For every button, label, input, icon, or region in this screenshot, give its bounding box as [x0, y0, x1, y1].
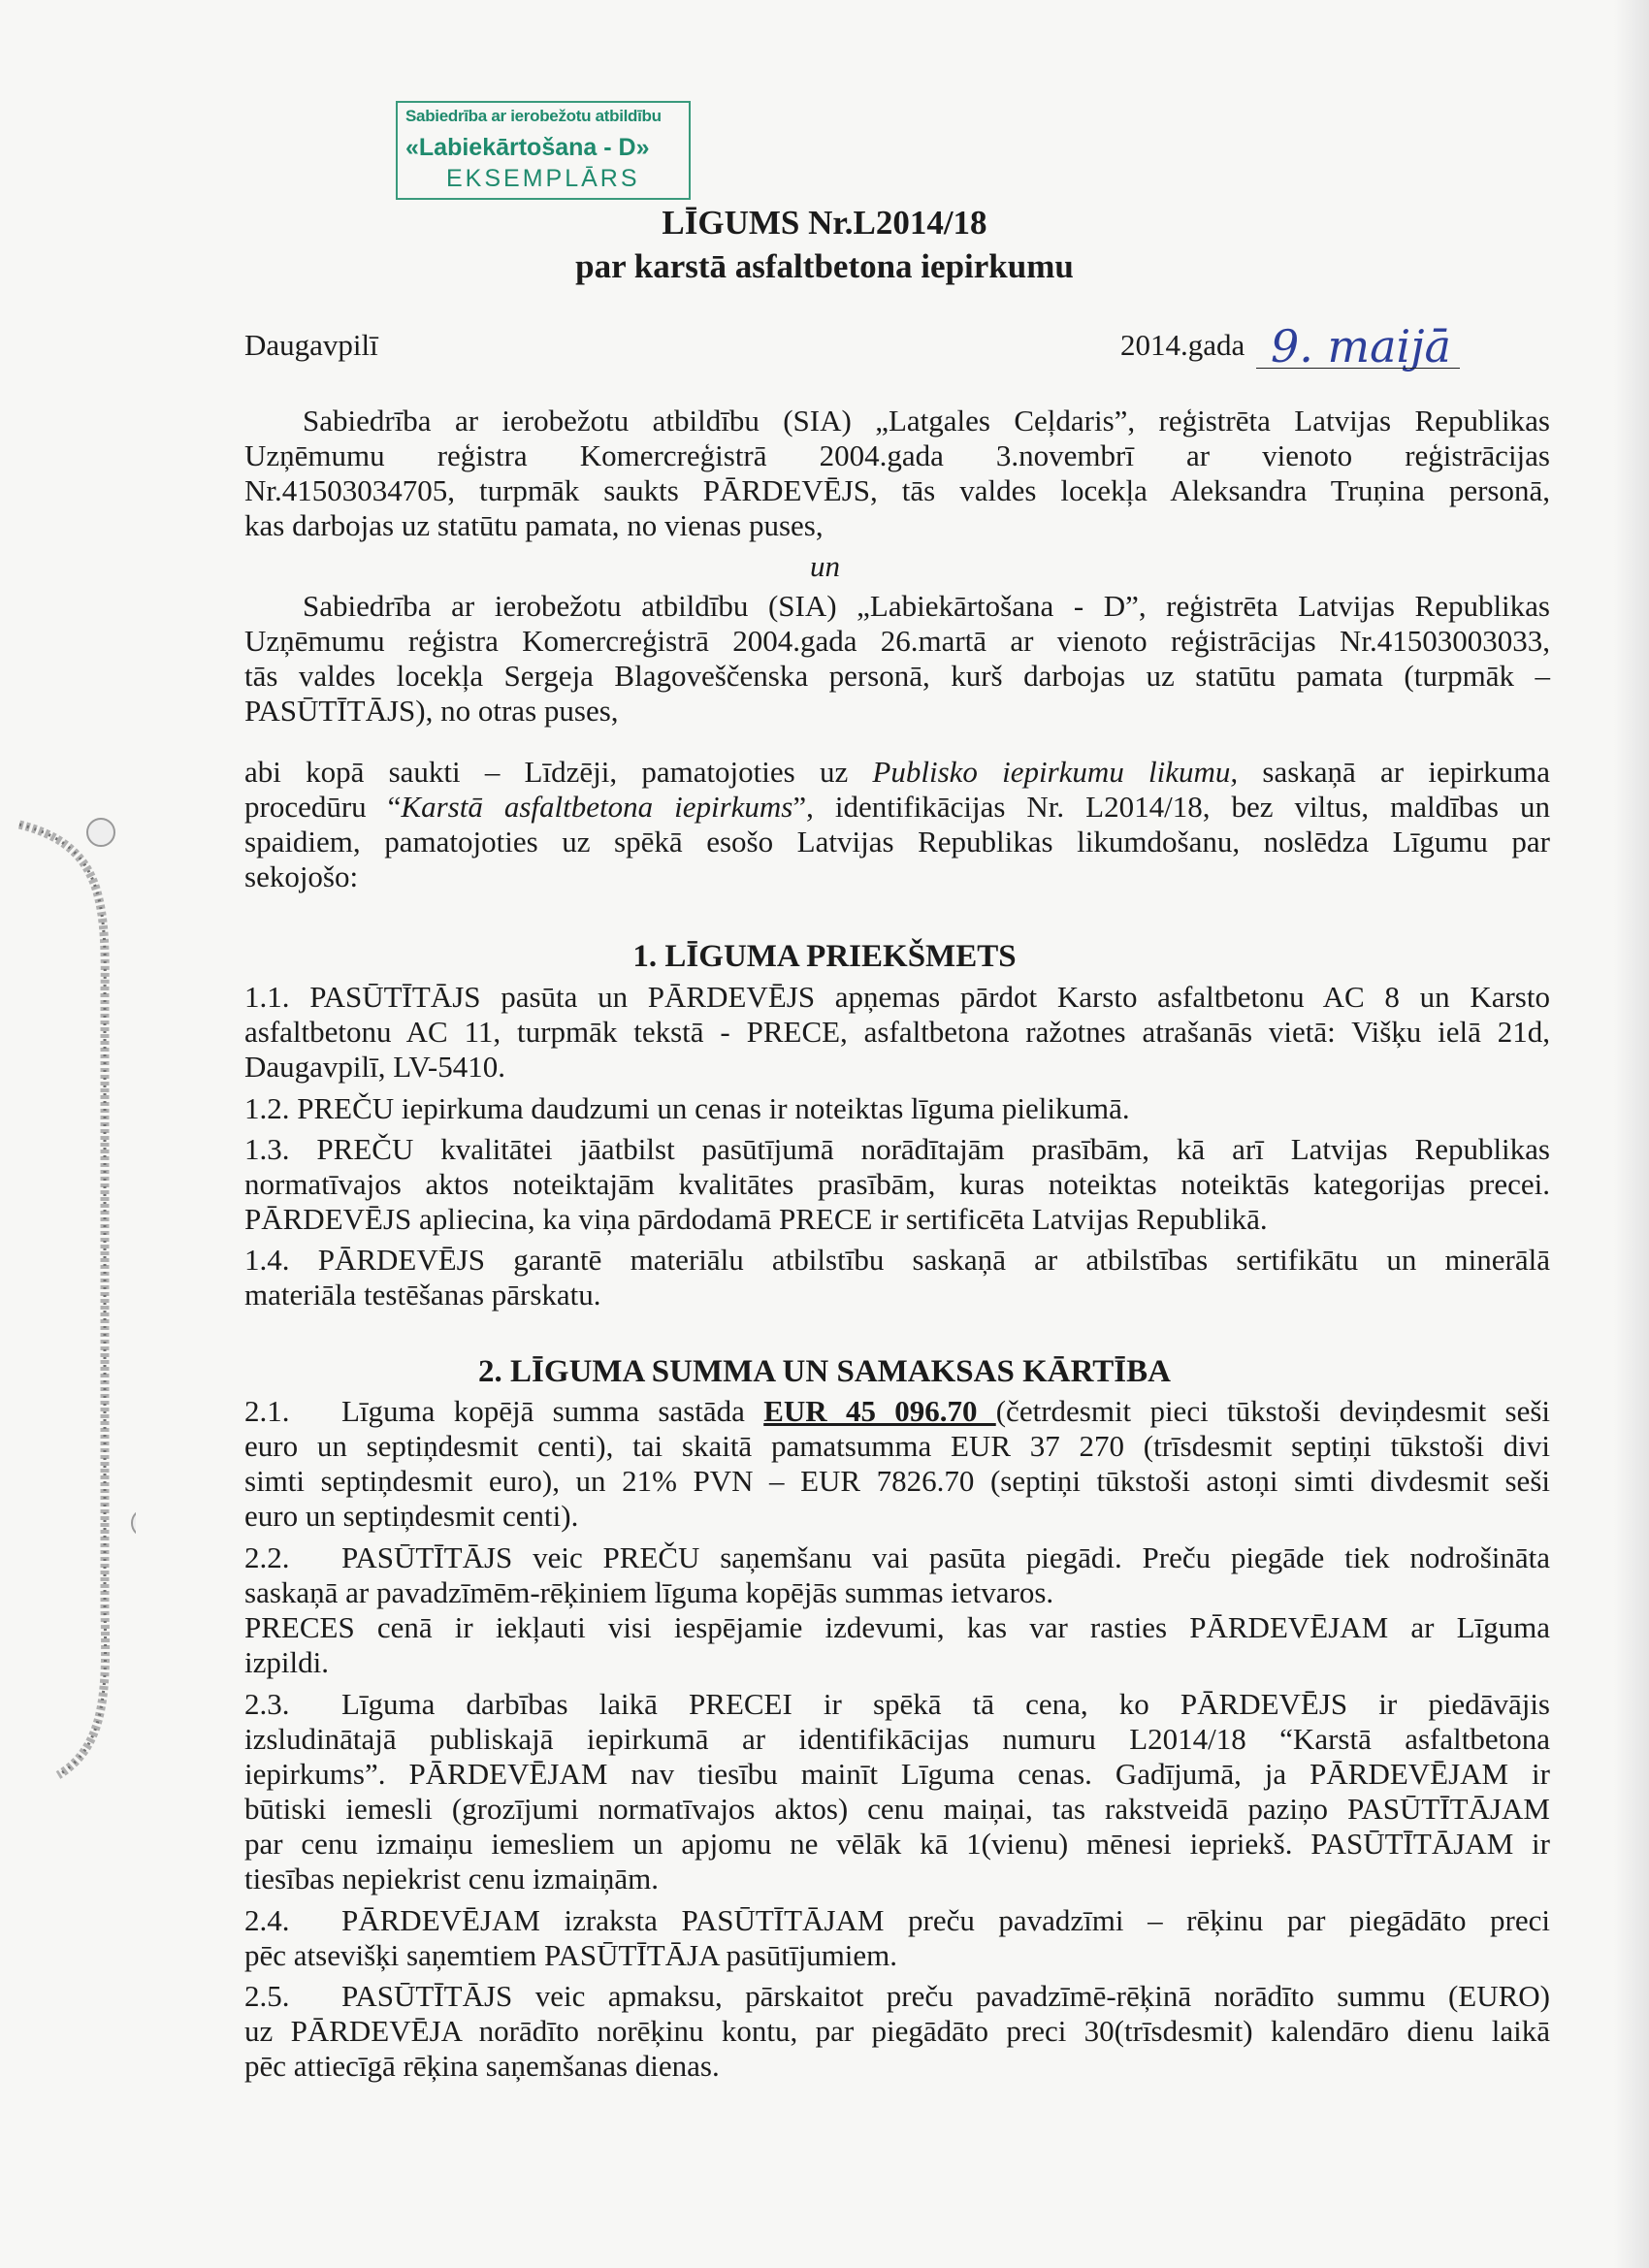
clause-2-4-line-1: PĀRDEVĒJAM izraksta PASŪTĪTĀJAM preču pavadzīmi – rēķinu par piegādāto preci [341, 1903, 1550, 1937]
city: Daugavpilī [244, 328, 378, 362]
section-2-heading: 2. LĪGUMA SUMMA UN SAMAKSAS KĀRTĪBA [478, 1354, 1171, 1389]
document-title: LĪGUMS Nr.L2014/18 [662, 204, 987, 242]
clause-number: 2.4. [244, 1903, 290, 1937]
intro-text: saskaņā ar iepirkuma [1238, 755, 1550, 789]
clause-2-1-line-4: euro un septiņdesmit centi). [244, 1499, 579, 1533]
intro-line-3: spaidiem, pamatojoties uz spēkā esošo Latvijas Republikas likumdošanu, noslēdza Līgumu par [244, 825, 1550, 859]
date-prefix: 2014.gada [1120, 328, 1245, 362]
party2-line-2: Uzņēmumu reģistra Komercreģistrā 2004.gada 26.martā ar vienoto reģistrācijas Nr.41503003033, [244, 624, 1550, 658]
intro-line-4: sekojošo: [244, 859, 359, 893]
party1-line-3: Nr.41503034705, turpmāk saukts PĀRDEVĒJS, tās valdes locekļa Aleksandra Truņina personā, [244, 473, 1550, 507]
clause-number: 2.1. [244, 1394, 290, 1428]
clause-1-1-line-3: Daugavpilī, LV-5410. [244, 1050, 505, 1084]
stamp-line-3: EKSEMPLĀRS [446, 165, 640, 192]
clause-2-3-line-4: būtiski iemesli (grozījumi normatīvajos aktos) cenu maiņai, tas rakstveidā paziņo PASŪTĪTĀJAM [244, 1792, 1550, 1826]
company-stamp [396, 101, 695, 198]
clause-1-3-line-3: PĀRDEVĒJS apliecina, ka viņa pārdodamā PRECE ir sertificēta Latvijas Republikā. [244, 1202, 1268, 1236]
clause-2-1-line-3: simti septiņdesmit euro), un 21% PVN – EUR 7826.70 (septiņi tūkstoši astoņi simti divdesmit seši [244, 1464, 1550, 1498]
party1-line-4: kas darbojas uz statūtu pamata, no vienas puses, [244, 508, 824, 542]
page-edge-shadow [1614, 0, 1649, 2268]
intro-text: procedūru “ [244, 790, 402, 824]
clause-number: 2.5. [244, 1979, 290, 2013]
clause-text: Līguma kopējā summa sastāda [341, 1394, 764, 1428]
procedure-name: Karstā asfaltbetona iepirkums [401, 790, 793, 824]
clause-2-1-line-1 [341, 1394, 1550, 1429]
intro-text: ”, identifikācijas Nr. L2014/18, bez viltus, maldības un [792, 790, 1550, 824]
clause-1-1-line-2: asfaltbetonu AC 11, turpmāk tekstā - PRECE, asfaltbetona ražotnes atrašanās vietā: Višķu ielā 21d, [244, 1015, 1550, 1049]
clause-2-2-line-1: PASŪTĪTĀJS veic PREČU saņemšanu vai pasūta piegādi. Preču piegāde tiek nodrošināta [341, 1540, 1550, 1574]
clause-2-5-line-2: uz PĀRDEVĒJA norādīto norēķinu kontu, par piegādāto preci 30(trīsdesmit) kalendāro dienu laikā [244, 2014, 1550, 2048]
law-name: Publisko iepirkumu likumu, [872, 755, 1239, 789]
clause-1-3-line-1: 1.3. PREČU kvalitātei jāatbilst pasūtījumā norādītajām prasībām, kā arī Latvijas Republikas [244, 1132, 1550, 1166]
handwritten-date: 9. maijā [1271, 320, 1451, 373]
section-1-heading: 1. LĪGUMA PRIEKŠMETS [632, 939, 1017, 974]
clause-2-3-line-1: Līguma darbības laikā PRECEI ir spēkā tā cena, ko PĀRDEVĒJS ir piedāvājis [341, 1687, 1550, 1721]
document-subtitle: par karstā asfaltbetona iepirkumu [575, 247, 1074, 285]
party2-line-3: tās valdes locekļa Sergeja Blagoveščenska personā, kurš darbojas uz statūtu pamata (turpmāk – [244, 659, 1550, 693]
clause-2-3-line-5: par cenu izmaiņu iemesliem un apjomu ne vēlāk kā 1(vienu) mēnesi iepriekš. PASŪTĪTĀJAM ir [244, 1827, 1550, 1861]
clause-2-2-line-2: saskaņā ar pavadzīmēm-rēķiniem līguma kopējās summas ietvaros. [244, 1575, 1054, 1609]
clause-2-5-line-1: PASŪTĪTĀJS veic apmaksu, pārskaitot preču pavadzīmē-rēķinā norādīto summu (EURO) [341, 1979, 1550, 2013]
intro-text: abi kopā saukti – Līdzēji, pamatojoties uz [244, 755, 873, 789]
clause-2-3-line-6: tiesības nepiekrist cenu izmaiņām. [244, 1862, 659, 1895]
clause-text: (četrdesmit pieci tūkstoši deviņdesmit seši [995, 1394, 1551, 1428]
clause-2-1-line-2: euro un septiņdesmit centi), tai skaitā pamatsumma EUR 37 270 (trīsdesmit septiņi tūkstoši divi [244, 1429, 1550, 1463]
clause-1-3-line-2: normatīvajos aktos noteiktajām kvalitātes prasībām, kuras noteiktas noteiktās kategorijas precei. [244, 1167, 1550, 1201]
clause-2-4-line-2: pēc atsevišķi saņemtiem PASŪTĪTĀJA pasūtījumiem. [244, 1938, 898, 1972]
date-underline [1256, 368, 1460, 369]
and-word: un [810, 549, 840, 583]
contract-total: EUR 45 096.70 [763, 1394, 996, 1428]
intro-line-2 [244, 790, 1550, 825]
clause-number: 2.2. [244, 1540, 290, 1574]
stamp-line-2: «Labiekārtošana - D» [405, 134, 650, 161]
party1-line-2: Uzņēmumu reģistra Komercreģistrā 2004.gada 3.novembrī ar vienoto reģistrācijas [244, 438, 1550, 472]
party2-line-4: PASŪTĪTĀJS), no otras puses, [244, 694, 619, 728]
clause-1-4-line-2: materiāla testēšanas pārskatu. [244, 1278, 601, 1312]
clause-2-2-line-3: PRECES cenā ir iekļauti visi iespējamie izdevumi, kas var rasties PĀRDEVĒJAM ar Līguma [244, 1610, 1550, 1644]
party1-line-1: Sabiedrība ar ierobežotu atbildību (SIA) „Latgales Ceļdaris”, reģistrēta Latvijas Republikas [303, 404, 1550, 437]
clause-1-2: 1.2. PREČU iepirkuma daudzumi un cenas ir noteiktas līguma pielikumā. [244, 1091, 1130, 1125]
clause-2-2-line-4: izpildi. [244, 1645, 329, 1679]
clause-2-3-line-3: iepirkums”. PĀRDEVĒJAM nav tiesību mainīt Līguma cenas. Gadījumā, ja PĀRDEVĒJAM ir [244, 1757, 1550, 1791]
clause-2-5-line-3: pēc attiecīgā rēķina saņemšanas dienas. [244, 2049, 720, 2083]
clause-2-3-line-2: izsludinātajā publiskajā iepirkumā ar identifikācijas numuru L2014/18 “Karstā asfaltbetona [244, 1722, 1550, 1756]
stamp-line-1: Sabiedrība ar ierobežotu atbildību [405, 107, 662, 125]
clause-1-4-line-1: 1.4. PĀRDEVĒJS garantē materiālu atbilstību saskaņā ar atbilstības sertifikātu un minerālā [244, 1243, 1550, 1277]
clause-number: 2.3. [244, 1687, 290, 1721]
intro-line-1 [244, 755, 1550, 790]
clause-1-1-line-1: 1.1. PASŪTĪTĀJS pasūta un PĀRDEVĒJS apņemas pārdot Karsto asfaltbetonu AC 8 un Karsto [244, 980, 1550, 1014]
party2-line-1: Sabiedrība ar ierobežotu atbildību (SIA) „Labiekārtošana - D”, reģistrēta Latvijas Republikas [303, 589, 1550, 623]
